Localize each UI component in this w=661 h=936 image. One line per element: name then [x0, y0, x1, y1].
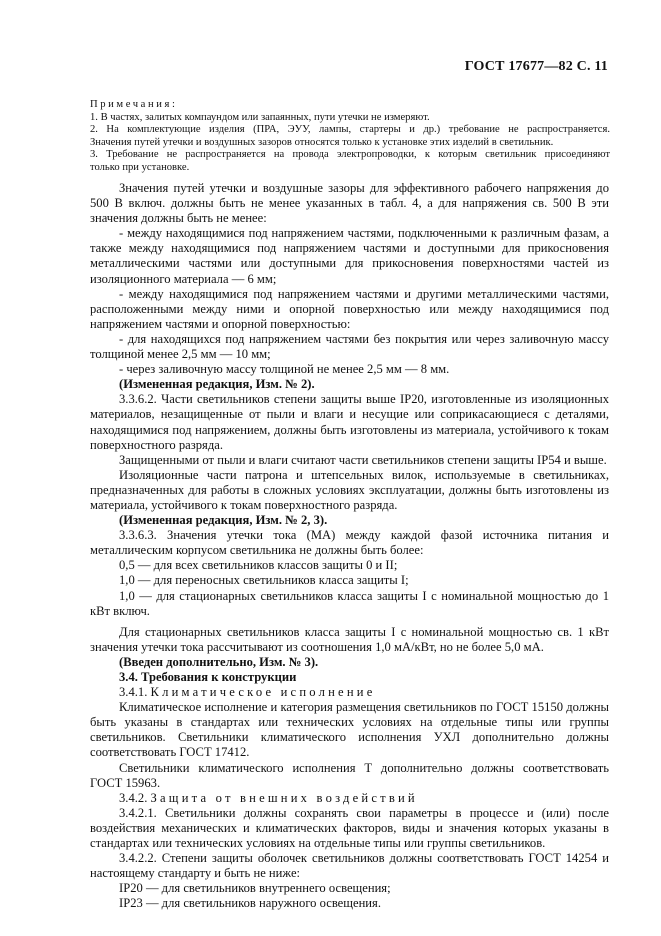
subsection-number: 3.4.2. — [119, 790, 148, 805]
paragraph: Значения путей утечки и воздушные зазоры для эффективного рабочего напряжения до 500 В включ. должны быть не менее указанных в табл. 4, а для напряжения св. 500 В эти значения должны быть не менее: — [90, 181, 609, 226]
paragraph: - для находящихся под напряжением частями без покрытия или через заливочную массу толщиной менее 2,5 мм — 10 мм; — [90, 331, 609, 362]
notes-block — [90, 99, 610, 175]
amendment-note: (Измененная редакция, Изм. № 2). — [119, 377, 315, 392]
subsection-title: Климатическое исполнение — [150, 685, 376, 700]
list-item: 1,0 — для стационарных светильников класса защиты I с номинальной мощностью до 1 кВт включ. — [90, 588, 609, 618]
subsection-title: Защита от внешних воздействий — [150, 790, 418, 805]
list-item: IP20 — для светильников внутреннего освещения; — [119, 881, 391, 896]
note-2-line-2: Значения путей утечки и воздушных зазоров относятся только к установке этих изделий в светильник. — [90, 136, 554, 148]
paragraph: - между находящимися под напряжением частями, подключенными к различным фазам, а также между находящимися под напряжением частями и доступными для прикосновения металлическими частями или доступными для прикосновения поверхностями частей из изоляционного материала — 6 мм; — [90, 226, 609, 286]
paragraph: 3.3.6.2. Части светильников степени защиты выше IP20, изготовленные из изоляционных материалов, незащищенные от пыли и влаги и несущие или соприкасающиеся с деталями, находящимися под напряжением, должны быть изготовлены из материала, устойчивого к токам поверхностного разряда. — [90, 392, 609, 452]
list-item: 1,0 — для переносных светильников класса защиты I; — [119, 573, 409, 588]
paragraph: - между находящимися под напряжением частями и другими металлическими частями, расположенными между ними и опорной поверхностью или между находящимися под напряжением частями и опорной поверхностью: — [90, 286, 609, 331]
list-item: IP23 — для светильников наружного освещения. — [119, 896, 381, 911]
paragraph: Изоляционные части патрона и штепсельных вилок, используемые в светильниках, предназначенных для работы в сложных условиях эксплуатации, должны быть изготовлены из материала, устойчивого к токам поверхностного разряда. — [90, 467, 609, 512]
paragraph: Для стационарных светильников класса защиты I с номинальной мощностью св. 1 кВт значения утечки тока рассчитывают из соотношения 1,0 мА/кВт, но не более 5,0 мА. — [90, 624, 609, 654]
section-heading: 3.4. Требования к конструкции — [119, 670, 297, 684]
paragraph: - через заливочную массу толщиной не менее 2,5 мм — 8 мм. — [119, 362, 450, 377]
paragraph: 3.3.6.3. Значения утечки тока (МА) между каждой фазой источника питания и металлическим корпусом светильника не должны быть более: — [90, 528, 609, 558]
note-3-line-2: только при установке. — [90, 161, 190, 173]
paragraph: Светильники климатического исполнения Т дополнительно должны соответствовать ГОСТ 15963. — [90, 760, 609, 790]
paragraph: Климатическое исполнение и категория размещения светильников по ГОСТ 15150 должны быть указаны в стандартах или технических условиях на отдельные типы или группы светильников. Светильники климатического исполнения УХЛ дополнительно должны соответствовать ГОСТ 17412. — [90, 700, 609, 760]
notes-heading: Примечания: — [90, 99, 178, 110]
note-3-line-1: 3. Требование не распространяется на провода электропроводки, к которым светильник присоединяют — [90, 149, 610, 161]
note-1: 1. В частях, залитых компаундом или запаянных, пути утечки не измеряют. — [90, 111, 430, 123]
main-text — [90, 181, 609, 912]
paragraph: 3.4.2.1. Светильники должны сохранять свои параметры в процессе и (или) после воздействия механических и климатических факторов, виды и значения которых указаны в стандартах или технических условиях на отдельные типы или группы светильников. — [90, 805, 609, 851]
page-header: ГОСТ 17677—82 С. 11 — [464, 59, 608, 74]
amendment-note: (Измененная редакция, Изм. № 2, 3). — [119, 513, 328, 528]
subsection-number: 3.4.1. — [119, 685, 148, 700]
note-2-line-1: 2. На комплектующие изделия (ПРА, ЭУУ, лампы, стартеры и др.) требование не распространяется. — [90, 124, 610, 136]
paragraph: 3.4.2.2. Степени защиты оболочек светильников должны соответствовать ГОСТ 14254 и настоящему стандарту и быть не ниже: — [90, 851, 609, 881]
amendment-note: (Введен дополнительно, Изм. № 3). — [119, 654, 319, 669]
subsection-heading — [90, 685, 609, 700]
list-item: 0,5 — для всех светильников классов защиты 0 и II; — [119, 558, 398, 573]
subsection-heading — [90, 791, 609, 806]
paragraph: Защищенными от пыли и влаги считают части светильников степени защиты IP54 и выше. — [119, 452, 607, 467]
